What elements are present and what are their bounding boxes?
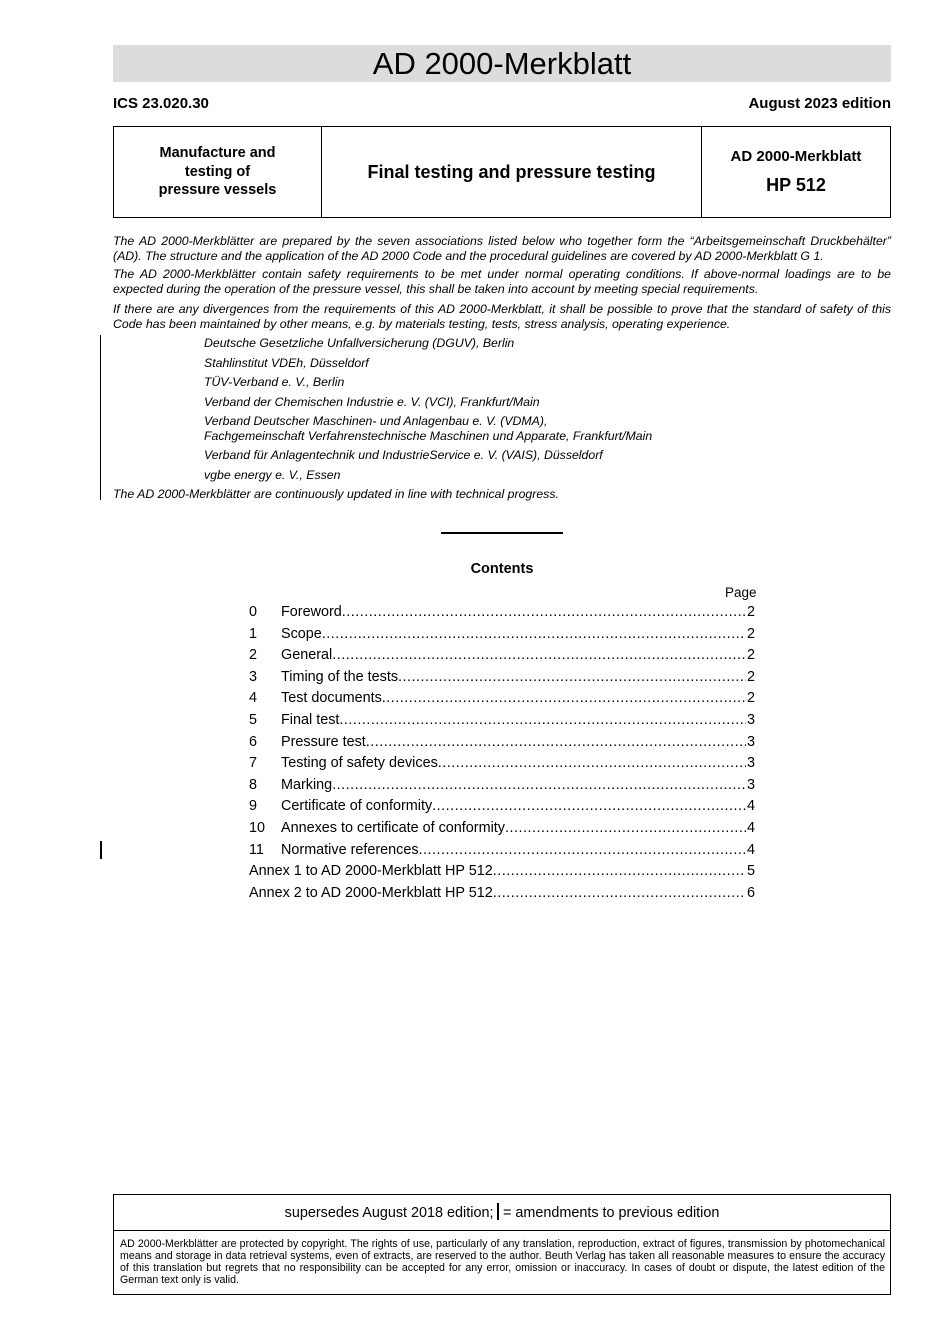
code-cell (702, 127, 890, 217)
heading-table (113, 126, 891, 218)
toc-leader (339, 710, 746, 732)
toc-page: 2 (746, 690, 755, 707)
toc-number: 2 (249, 647, 258, 664)
toc-title: Annexes to certificate of conformity (281, 819, 505, 836)
intro-paragraph-3: If there are any divergences from the requirements of this AD 2000-Merkblatt, it shall be possible to prove that the standard of safety of this Code has been maintained by other means, e.g. by materials testing, tests, stress analysis, operating experience. (113, 302, 891, 331)
edition-date: August 2023 edition (748, 95, 891, 112)
toc-leader (505, 818, 746, 840)
toc-leader (366, 732, 746, 754)
toc-leader (493, 883, 746, 905)
toc-entry[interactable] (249, 645, 755, 667)
toc-page: 5 (746, 863, 755, 880)
toc-entry[interactable] (249, 602, 755, 624)
toc-leader (332, 645, 746, 667)
toc-number: 8 (249, 776, 258, 793)
contents-title: Contents (470, 561, 534, 577)
toc-leader (342, 602, 746, 624)
ics-number: ICS 23.020.30 (113, 95, 209, 112)
toc-title: Annex 1 to AD 2000-Merkblatt HP 512 (249, 863, 493, 880)
toc-number: 11 (249, 841, 264, 858)
toc-title: Certificate of conformity (281, 798, 433, 815)
association-item: Fachgemeinschaft Verfahrenstechnische Maschinen und Apparate, Frankfurt/Main (204, 429, 653, 443)
toc-title: Pressure test (281, 733, 366, 750)
category-cell (114, 127, 322, 217)
category-line: pressure vessels (158, 182, 277, 199)
toc-entry[interactable] (249, 753, 755, 775)
category-line: Manufacture and (159, 145, 276, 162)
association-item: Deutsche Gesetzliche Unfallversicherung (DGUV), Berlin (204, 336, 515, 350)
toc-annex-entry[interactable] (249, 861, 755, 883)
toc-leader (419, 840, 746, 862)
toc-title: Normative references (281, 841, 419, 858)
toc-title: Annex 2 to AD 2000-Merkblatt HP 512 (249, 884, 493, 901)
toc-entry[interactable] (249, 775, 755, 797)
amendments-legend: = amendments to previous edition (502, 1205, 720, 1221)
toc-page: 4 (746, 841, 755, 858)
toc-title: Scope (281, 625, 322, 642)
change-bar-symbol (497, 1203, 499, 1220)
doc-type: AD 2000-Merkblatt (730, 148, 862, 165)
toc-leader (432, 796, 746, 818)
association-item: Verband für Anlagentechnik und IndustrieService e. V. (VAIS), Düsseldorf (204, 448, 603, 462)
toc-title: Testing of safety devices (281, 755, 438, 772)
intro-paragraph-2: The AD 2000-Merkblätter contain safety requirements to be met under normal operating conditions. If above-normal loadings are to be expected during the operation of the pressure vessel, this shall be taken into account by meeting special requirements. (113, 267, 891, 296)
toc-number: 6 (249, 733, 258, 750)
toc-number: 5 (249, 711, 258, 728)
supersedes-note (114, 1195, 890, 1231)
toc-number: 0 (249, 604, 258, 620)
toc-entry[interactable] (249, 667, 755, 689)
intro-closing: The AD 2000-Merkblätter are continuously updated in line with technical progress. (113, 487, 559, 501)
table-of-contents (249, 602, 755, 904)
toc-page: 2 (746, 647, 755, 664)
toc-page: 3 (746, 776, 755, 793)
toc-title: Test documents (281, 690, 382, 707)
toc-entry[interactable] (249, 624, 755, 646)
subject-title: Final testing and pressure testing (367, 161, 656, 182)
association-item: Verband der Chemischen Industrie e. V. (VCI), Frankfurt/Main (204, 395, 540, 409)
toc-leader (493, 861, 746, 883)
toc-page: 3 (746, 733, 755, 750)
toc-entry[interactable] (249, 710, 755, 732)
toc-leader (322, 624, 746, 646)
toc-page: 4 (746, 798, 755, 815)
document-title: AD 2000-Merkblatt (113, 45, 891, 82)
supersedes-text: supersedes August 2018 edition; (284, 1205, 494, 1221)
toc-number: 9 (249, 798, 258, 815)
association-item: TÜV-Verband e. V., Berlin (204, 375, 345, 389)
toc-number: 1 (249, 625, 258, 642)
page-column-label: Page (725, 585, 757, 600)
toc-leader (438, 753, 746, 775)
toc-title: General (281, 647, 333, 664)
intro-paragraph-1: The AD 2000-Merkblätter are prepared by the seven associations listed below who together form the “Arbeitsgemeinschaft Druckbehälter” (AD). The structure and the application of the AD 2000 Code and the procedural guidelines are covered by AD 2000-Merkblatt G 1. (113, 234, 891, 263)
copyright-notice: AD 2000-Merkblätter are protected by copyright. The rights of use, particularly of any translation, reproduction, extract of figures, transmission by photomechanical means and storage in data retrieval systems, even of extracts, are reserved to the author. Beuth Verlag has taken all reasonable measures to ensure the accuracy of this translation but regrets that no responsibility can be accepted for any error, omission or inaccuracy. In cases of doubt or dispute, the latest edition of the German text only is valid. (120, 1238, 885, 1286)
toc-number: 3 (249, 668, 258, 685)
toc-page: 2 (746, 604, 755, 620)
toc-leader (332, 775, 746, 797)
footer-box (113, 1194, 891, 1295)
association-item: Stahlinstitut VDEh, Düsseldorf (204, 356, 369, 370)
separator-rule (441, 532, 563, 534)
toc-entry[interactable] (249, 818, 755, 840)
toc-title: Foreword (281, 604, 342, 620)
toc-title: Marking (281, 776, 333, 793)
toc-title: Final test (281, 711, 340, 728)
toc-entry[interactable] (249, 732, 755, 754)
change-bar (100, 335, 101, 500)
toc-page: 3 (746, 755, 755, 772)
category-line: testing of (184, 163, 251, 180)
toc-number: 7 (249, 755, 258, 772)
toc-page: 6 (746, 884, 755, 901)
change-bar (100, 841, 102, 859)
toc-entry[interactable] (249, 688, 755, 710)
association-item: Verband Deutscher Maschinen- und Anlagenbau e. V. (VDMA), (204, 414, 548, 428)
toc-page: 2 (746, 668, 755, 685)
doc-code: HP 512 (766, 175, 826, 195)
toc-page: 4 (746, 819, 755, 836)
toc-title: Timing of the tests (281, 668, 399, 685)
toc-page: 3 (746, 711, 755, 728)
toc-leader (382, 688, 746, 710)
subject-cell (322, 127, 702, 217)
toc-entry[interactable] (249, 796, 755, 818)
toc-entry[interactable] (249, 840, 755, 862)
toc-annex-entry[interactable] (249, 883, 755, 905)
toc-number: 4 (249, 690, 258, 707)
toc-leader (398, 667, 746, 689)
association-item: vgbe energy e. V., Essen (204, 468, 341, 482)
toc-page: 2 (746, 625, 755, 642)
toc-number: 10 (249, 819, 266, 836)
